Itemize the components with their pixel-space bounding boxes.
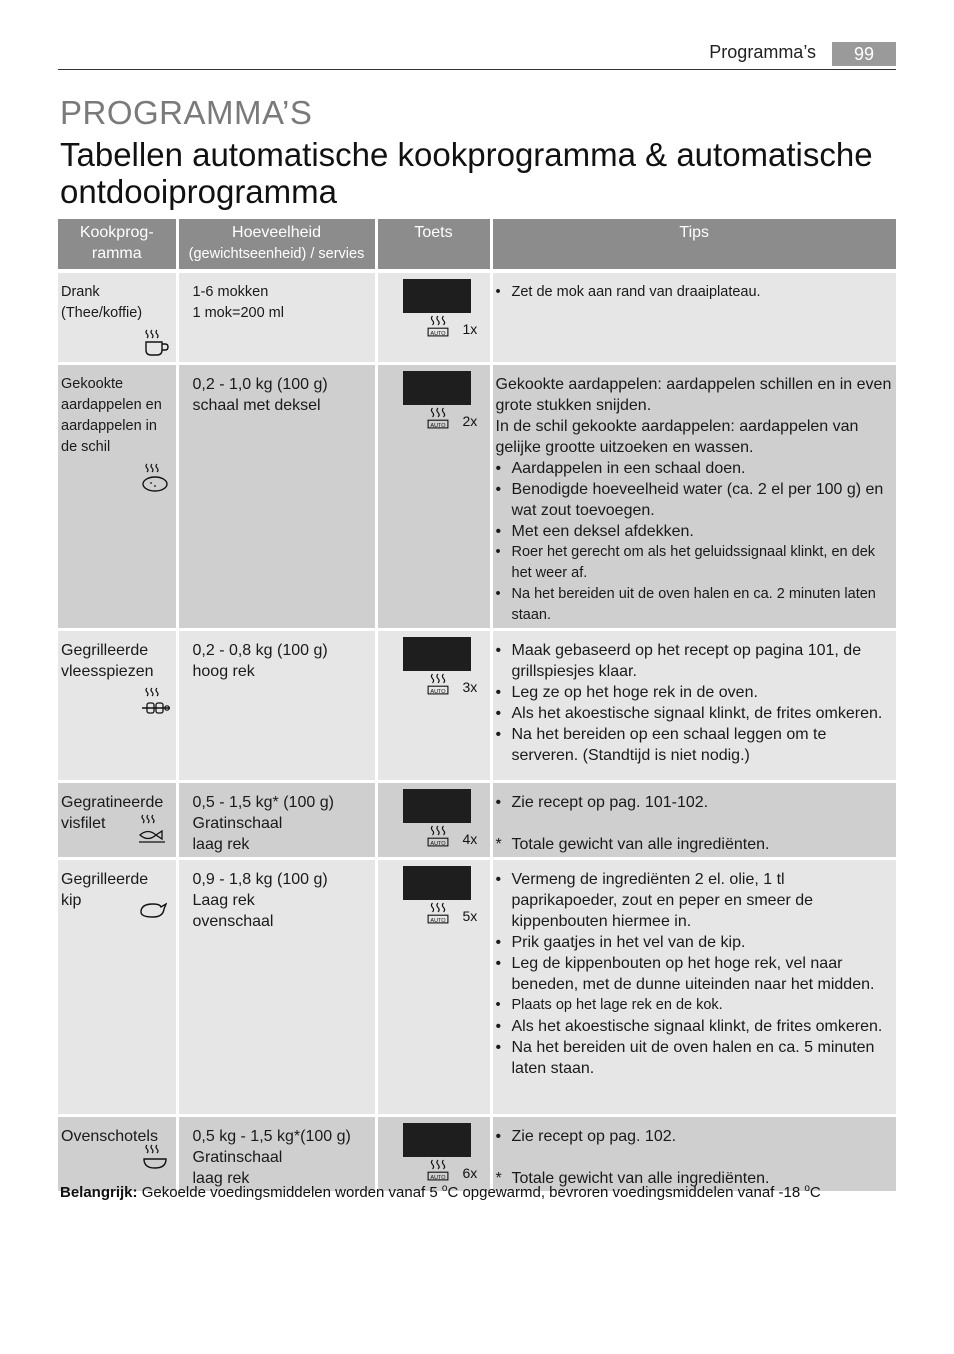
display-button[interactable] bbox=[403, 279, 471, 313]
page-title: PROGRAMMA’S bbox=[60, 94, 313, 131]
col-header-tips: Tips bbox=[491, 219, 896, 271]
tip-item: • Na het bereiden uit de oven halen en ca. 2 minuten laten staan. bbox=[496, 584, 894, 626]
tip-item: • Zie recept op pag. 102. bbox=[496, 1126, 894, 1147]
amount-cell: 0,5 kg - 1,5 kg*(100 g) Gratinschaal laag rek bbox=[177, 1116, 376, 1193]
page-header bbox=[58, 40, 896, 70]
tips-cell bbox=[491, 1116, 896, 1193]
table-row bbox=[58, 364, 896, 630]
press-count: 2x bbox=[462, 413, 478, 429]
tips-cell bbox=[491, 630, 896, 782]
auto-steam-icon bbox=[427, 1159, 449, 1181]
tip-intro: Gekookte aardappelen: aardappelen schillen en in even grote stukken snijden. bbox=[495, 376, 892, 414]
press-count: 1x bbox=[462, 321, 478, 337]
program-table bbox=[58, 219, 896, 1194]
fish-icon bbox=[137, 813, 167, 845]
auto-steam-icon bbox=[427, 315, 449, 337]
display-button[interactable] bbox=[403, 371, 471, 405]
auto-steam-icon bbox=[427, 673, 449, 695]
page-subtitle: Tabellen automatische kookprogramma & automatische ontdooiprogramma bbox=[60, 136, 873, 210]
auto-steam-icon bbox=[427, 825, 449, 847]
display-button[interactable] bbox=[403, 1123, 471, 1157]
program-cell: Drank (Thee/koffie) bbox=[58, 271, 177, 364]
tip-item: • Leg ze op het hoge rek in de oven. bbox=[496, 682, 894, 703]
tip-item: • Vermeng de ingrediënten 2 el. olie, 1 tl paprikapoeder, zout en peper en smeer de kippenbouten hiermee in. bbox=[496, 869, 894, 932]
tip-item: • Benodigde hoeveelheid water (ca. 2 el per 100 g) en wat zout toevoegen. bbox=[496, 479, 894, 521]
program-cell: Gegrilleerde kip bbox=[58, 859, 177, 1116]
footnote: Belangrijk: Gekoelde voedingsmiddelen worden vanaf 5 $^o$C opgewarmd, bevroren voedingsmiddelen vanaf -18 $^o$C bbox=[60, 1183, 821, 1201]
chicken-icon bbox=[137, 890, 167, 922]
display-button[interactable] bbox=[403, 637, 471, 671]
tip-note: * Totale gewicht van alle ingrediënten. bbox=[495, 836, 770, 853]
col-header-program: Kookprog- ramma bbox=[58, 219, 177, 271]
button-cell bbox=[376, 630, 491, 782]
col-header-button: Toets bbox=[376, 219, 491, 271]
table-row bbox=[58, 630, 896, 782]
auto-steam-icon bbox=[427, 407, 449, 429]
col-header-amount: Hoeveelheid (gewichtseenheid) / servies bbox=[177, 219, 376, 271]
tips-cell bbox=[491, 859, 896, 1116]
tip-item: • Maak gebaseerd op het recept op pagina 101, de grillspiesjes klaar. bbox=[496, 640, 894, 682]
tips-cell bbox=[491, 782, 896, 859]
table-row bbox=[58, 782, 896, 859]
tip-item: • Als het akoestische signaal klinkt, de frites omkeren. bbox=[496, 1016, 894, 1037]
tip-intro: In de schil gekookte aardappelen: aardappelen van gelijke grootte uitzoeken en wassen. bbox=[495, 418, 859, 456]
button-cell bbox=[376, 859, 491, 1116]
tip-item: • Met een deksel afdekken. bbox=[496, 521, 894, 542]
dish-icon bbox=[141, 1143, 171, 1175]
tip-note: * Totale gewicht van alle ingrediënten. bbox=[495, 1170, 770, 1187]
press-count: 6x bbox=[462, 1165, 478, 1181]
display-button[interactable] bbox=[403, 789, 471, 823]
amount-cell: 0,2 - 0,8 kg (100 g) hoog rek bbox=[177, 630, 376, 782]
page-number: 99 bbox=[832, 42, 896, 66]
table-row bbox=[58, 271, 896, 364]
amount-cell: 1-6 mokken 1 mok=200 ml bbox=[177, 271, 376, 364]
tip-item: • Na het bereiden uit de oven halen en ca. 5 minuten laten staan. bbox=[496, 1037, 894, 1079]
header-section-title: Programma’s bbox=[709, 42, 816, 62]
program-cell: Gegrilleerde vleesspiezen bbox=[58, 630, 177, 782]
press-count: 4x bbox=[462, 831, 478, 847]
button-cell bbox=[376, 271, 491, 364]
tips-cell bbox=[491, 364, 896, 630]
tip-item: • Zie recept op pag. 101-102. bbox=[496, 792, 894, 813]
button-cell bbox=[376, 364, 491, 630]
cup-icon bbox=[141, 328, 171, 360]
tip-item: • Leg de kippenbouten op het hoge rek, vel naar beneden, met de dunne uiteinden naar het midden. bbox=[496, 953, 894, 995]
program-cell: Gegratineerde visfilet bbox=[58, 782, 177, 859]
tip-item: • Na het bereiden op een schaal leggen om te serveren. (Standtijd is niet nodig.) bbox=[496, 724, 894, 766]
amount-cell: 0,2 - 1,0 kg (100 g) schaal met deksel bbox=[177, 364, 376, 630]
display-button[interactable] bbox=[403, 866, 471, 900]
amount-cell: 0,9 - 1,8 kg (100 g) Laag rek ovenschaal bbox=[177, 859, 376, 1116]
amount-cell: 0,5 - 1,5 kg* (100 g) Gratinschaal laag rek bbox=[177, 782, 376, 859]
tip-item: • Als het akoestische signaal klinkt, de frites omkeren. bbox=[496, 703, 894, 724]
skewer-icon bbox=[141, 686, 171, 718]
press-count: 3x bbox=[462, 679, 478, 695]
table-header-row bbox=[58, 219, 896, 271]
button-cell bbox=[376, 782, 491, 859]
auto-steam-icon bbox=[427, 902, 449, 924]
potato-icon bbox=[141, 462, 171, 494]
program-cell: Ovenschotels bbox=[58, 1116, 177, 1193]
program-cell: Gekookte aardappelen en aardappelen in de schil bbox=[58, 364, 177, 630]
tip-item: • Zet de mok aan rand van draaiplateau. bbox=[496, 282, 894, 303]
table-row bbox=[58, 859, 896, 1116]
tip-item: • Roer het gerecht om als het geluidssignaal klinkt, en dek het weer af. bbox=[496, 542, 894, 584]
tip-item: • Plaats op het lage rek en de kok. bbox=[496, 995, 894, 1016]
table-row bbox=[58, 1116, 896, 1193]
button-cell bbox=[376, 1116, 491, 1193]
tip-item: • Prik gaatjes in het vel van de kip. bbox=[496, 932, 894, 953]
press-count: 5x bbox=[462, 908, 478, 924]
tips-cell bbox=[491, 271, 896, 364]
tip-item: • Aardappelen in een schaal doen. bbox=[496, 458, 894, 479]
